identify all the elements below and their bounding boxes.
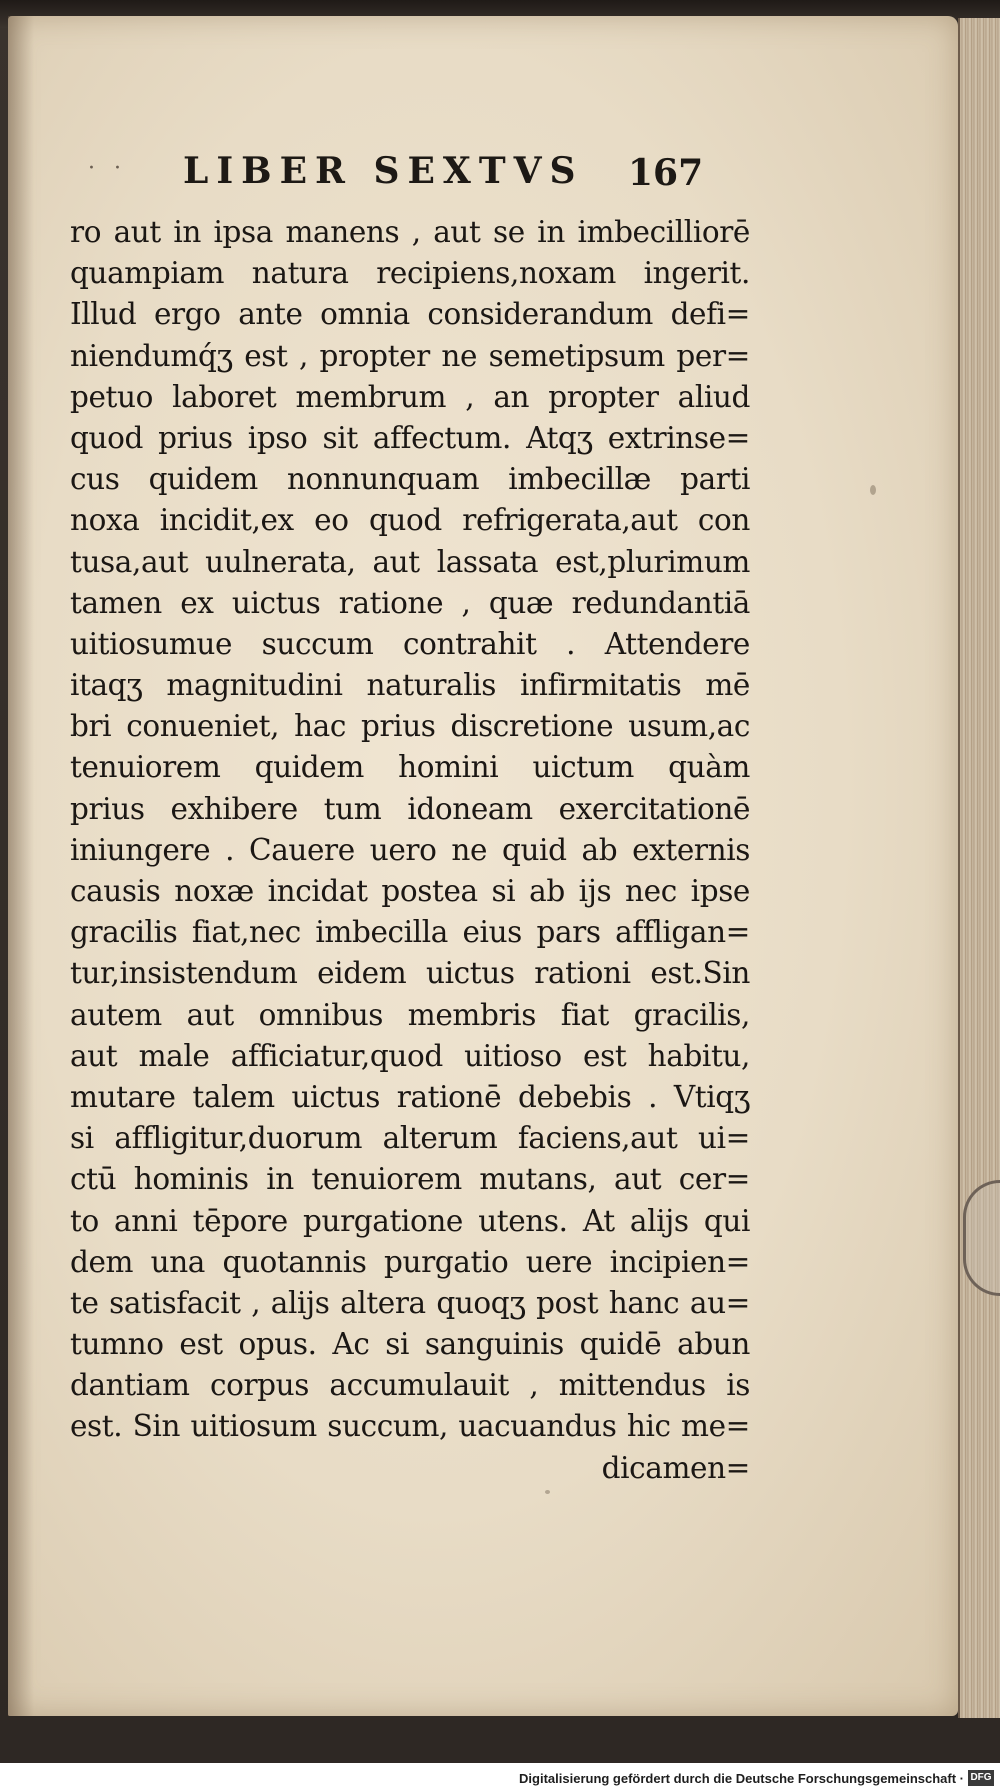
running-title: LIBER SEXTVS — [183, 150, 584, 192]
text-line: ro aut in ipsa manens , aut se in imbecilliorē — [70, 215, 750, 249]
text-line: niendumq́ʒ est , propter ne semetipsum per= — [70, 338, 750, 373]
text-line: tamen ex uictus ratione , quæ redundantiā — [70, 585, 750, 620]
text-line: autem aut omnibus membris fiat gracilis, — [70, 997, 750, 1032]
text-line: cus quidem nonnunquam imbecillæ parti — [70, 462, 750, 497]
text-line: tusa,aut uulnerata, aut lassata est,plurimum — [70, 544, 750, 579]
text-line: prius exhibere tum idoneam exercitationē — [70, 791, 750, 826]
catchword: dicamen= — [601, 1450, 750, 1485]
text-line: bri conueniet, hac prius discretione usum,ac — [70, 709, 750, 744]
paper-blemish — [870, 485, 876, 495]
page-spine-shadow — [8, 16, 34, 1716]
text-line: aut male afficiatur,quod uitioso est habitu, — [70, 1038, 750, 1073]
text-line: est. Sin uitiosum succum, uacuandus hic me= — [70, 1409, 750, 1444]
page-number: 167 — [628, 152, 704, 194]
text-line: quampiam natura recipiens,noxam ingerit. — [70, 256, 750, 291]
text-line: te satisfacit , alijs altera quoqʒ post hanc au= — [70, 1285, 750, 1320]
book-clasp — [963, 1180, 1000, 1296]
text-line: dem una quotannis purgatio uere incipien= — [70, 1244, 750, 1279]
footer-band — [0, 1763, 1000, 1791]
body-text — [70, 212, 750, 1489]
header-ornament: · · — [88, 156, 127, 181]
text-line: noxa incidit,ex eo quod refrigerata,aut con — [70, 503, 750, 538]
text-line: mutare talem uictus rationē debebis . Vtiqʒ — [70, 1079, 750, 1114]
digitization-credit: Digitalisierung gefördert durch die Deutsche Forschungsgemeinschaft · — [519, 1771, 964, 1786]
text-line: iniungere . Cauere uero ne quid ab externis — [70, 832, 750, 867]
text-line: tenuiorem quidem homini uictum quàm — [70, 750, 750, 785]
book-page-edges — [958, 18, 1000, 1718]
page-header — [88, 150, 728, 198]
text-line: si affligitur,duorum alterum faciens,aut ui= — [70, 1121, 750, 1156]
text-line: tur,insistendum eidem uictus rationi est.Sin — [70, 956, 750, 991]
text-line: causis noxæ incidat postea si ab ijs nec ipse — [70, 874, 750, 908]
text-line: petuo laboret membrum , an propter aliud — [70, 379, 750, 414]
text-line: to anni tēpore purgatione utens. At alijs qui — [70, 1203, 750, 1238]
text-line: quod prius ipso sit affectum. Atqʒ extrinse= — [70, 420, 750, 455]
paper-blemish — [545, 1490, 550, 1494]
text-line: uitiosumue succum contrahit . Attendere — [70, 626, 750, 661]
text-line: itaqʒ magnitudini naturalis infirmitatis mē — [70, 668, 750, 703]
dfg-logo-icon: DFG — [968, 1770, 994, 1786]
text-line: tumno est opus. Ac si sanguinis quidē abun — [70, 1327, 750, 1362]
text-line: gracilis fiat,nec imbecilla eius pars affligan= — [70, 915, 750, 950]
text-line: ctū hominis in tenuiorem mutans, aut cer= — [70, 1162, 750, 1197]
text-line: dantiam corpus accumulauit , mittendus is — [70, 1368, 750, 1403]
text-line: Illud ergo ante omnia considerandum defi= — [70, 297, 750, 332]
